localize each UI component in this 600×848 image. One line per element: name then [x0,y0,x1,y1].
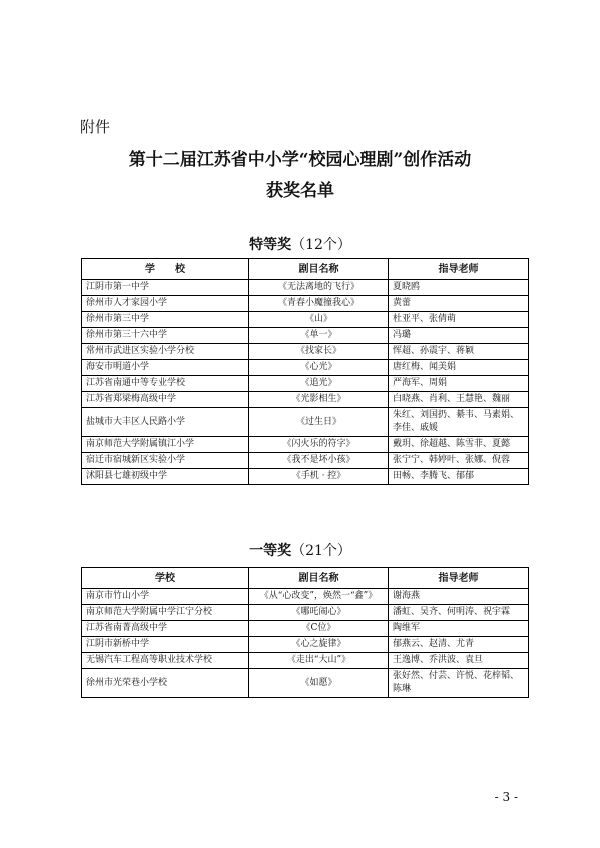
table-row [82,312,529,328]
table-row [82,296,529,312]
table-row [82,469,529,485]
page-number: - 3 - [494,790,518,804]
play-cell: 《C位》 [249,621,389,637]
teachers-cell: 陶维军 [389,621,529,637]
special-award-table [81,258,529,485]
table-row [82,344,529,360]
table-header-row [82,568,529,589]
first-award-title: 一等奖 [249,543,292,559]
play-cell: 《追光》 [249,376,389,392]
table-row [82,280,529,296]
teachers-cell: 张宁宁、韩婷叶、张娜、倪蓉 [389,453,529,469]
teachers-cell: 杜亚平、张倩萌 [389,312,529,328]
school-cell: 江苏省郑梁梅高级中学 [82,392,249,408]
school-cell: 盐城市大丰区人民路小学 [82,408,249,437]
school-cell: 无锡汽车工程高等职业技术学校 [82,653,249,669]
table-row [82,653,529,669]
attachment-label: 附件 [80,118,111,136]
table-row [82,621,529,637]
play-cell: 《我不是坏小孩》 [249,453,389,469]
play-cell: 《找家长》 [249,344,389,360]
teachers-cell: 白晓燕、肖利、王慧艳、魏丽 [389,392,529,408]
teachers-cell: 朱红、刘国扔、綦韦、马素娟、李佳、戚媛 [389,408,529,437]
table-row [82,437,529,453]
school-cell: 江苏省南菁高级中学 [82,621,249,637]
play-cell: 《光影相生》 [249,392,389,408]
table-row [82,605,529,621]
header-teachers: 指导老师 [389,259,529,280]
teachers-cell: 张好然、付芸、许悦、花梓韬、陈琳 [389,669,529,698]
play-cell: 《山》 [249,312,389,328]
first-award-heading [0,540,600,560]
header-play: 剧目名称 [249,259,389,280]
table-row [82,408,529,437]
play-cell: 《从“心改变”，焕然一“鑫”》 [249,589,389,605]
table-row [82,637,529,653]
first-award-table [81,567,529,698]
teachers-cell: 黄蕾 [389,296,529,312]
special-award-count: （12个） [291,237,351,253]
school-cell: 南京师范大学附属镇江小学 [82,437,249,453]
teachers-cell: 严海军、周娟 [389,376,529,392]
school-cell: 宿迁市宿城新区实验小学 [82,453,249,469]
teachers-cell: 郁燕云、赵清、尤青 [389,637,529,653]
document-subtitle: 获奖名单 [266,181,334,201]
special-award-heading [0,234,600,254]
play-cell: 《哪吒闹心》 [249,605,389,621]
play-cell: 《如愿》 [249,669,389,698]
first-award-count: （21个） [291,543,351,559]
play-cell: 《单一》 [249,328,389,344]
table-row [82,392,529,408]
play-cell: 《心之旋律》 [249,637,389,653]
first-award-body [82,589,529,698]
special-award-title: 特等奖 [249,237,292,253]
table-row [82,376,529,392]
school-cell: 徐州市第三十六中学 [82,328,249,344]
teachers-cell: 冯璐 [389,328,529,344]
teachers-cell: 田畅、李腾飞、郁郁 [389,469,529,485]
teachers-cell: 恽超、孙震宇、蒋颖 [389,344,529,360]
school-cell: 南京师范大学附属中学江宁分校 [82,605,249,621]
play-cell: 《过生日》 [249,408,389,437]
school-cell: 海安市明道小学 [82,360,249,376]
table-row [82,360,529,376]
header-teachers: 指导老师 [389,568,529,589]
school-cell: 徐州市光荣巷小学校 [82,669,249,698]
table-row [82,328,529,344]
table-header-row [82,259,529,280]
table-row [82,589,529,605]
school-cell: 常州市武进区实验小学分校 [82,344,249,360]
play-cell: 《心光》 [249,360,389,376]
play-cell: 《走出“大山”》 [249,653,389,669]
teachers-cell: 戴玥、徐超越、陈雪菲、夏懿 [389,437,529,453]
header-school: 学校 [82,568,249,589]
table-row [82,453,529,469]
play-cell: 《闪火乐的符字》 [249,437,389,453]
school-cell: 南京市竹山小学 [82,589,249,605]
school-cell: 江阴市第一中学 [82,280,249,296]
play-cell: 《无法离地的飞行》 [249,280,389,296]
play-cell: 《青春小魔撞我心》 [249,296,389,312]
teachers-cell: 谢海燕 [389,589,529,605]
header-school: 学 校 [82,259,249,280]
teachers-cell: 唐红梅、闻美娟 [389,360,529,376]
teachers-cell: 夏晓鸥 [389,280,529,296]
document-title: 第十二届江苏省中小学“校园心理剧”创作活动 [128,150,472,170]
teachers-cell: 王逸博、乔洪波、袁旦 [389,653,529,669]
school-cell: 沭阳县七雄初级中学 [82,469,249,485]
play-cell: 《手机 · 控》 [249,469,389,485]
teachers-cell: 潘虹、吴齐、何明涛、祝宇霖 [389,605,529,621]
special-award-body [82,280,529,485]
school-cell: 江苏省南通中等专业学校 [82,376,249,392]
header-play: 剧目名称 [249,568,389,589]
school-cell: 徐州市人才家园小学 [82,296,249,312]
school-cell: 江阴市新桥中学 [82,637,249,653]
school-cell: 徐州市第三中学 [82,312,249,328]
table-row [82,669,529,698]
